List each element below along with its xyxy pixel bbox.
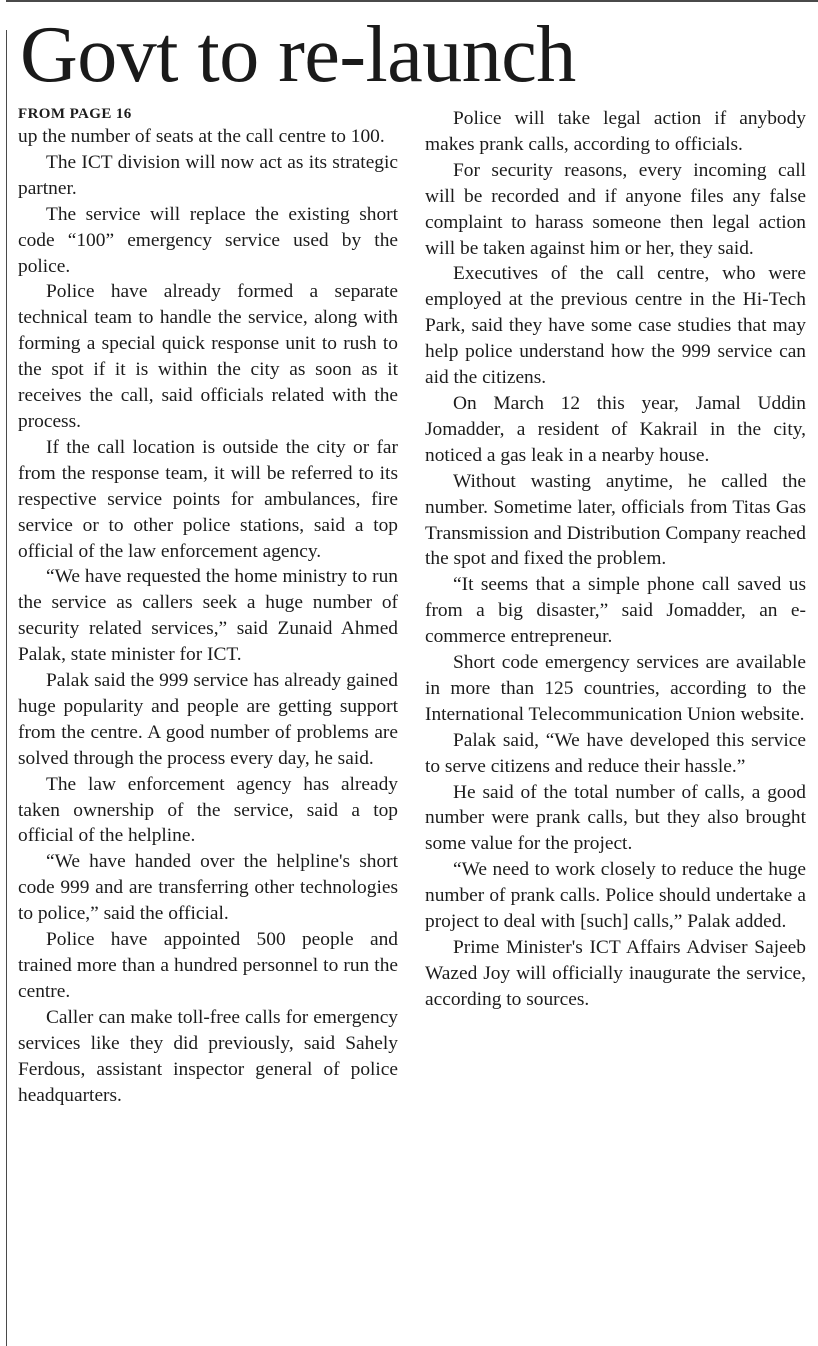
- paragraph: “It seems that a simple phone call saved us from a big disaster,” said Jomadder, an e-commerce entrepreneur.: [425, 574, 806, 648]
- paragraph: The service will replace the existing short code “100” emergency service used by the police.: [18, 203, 398, 277]
- paragraph: Short code emergency services are available in more than 125 countries, according to the International Telecommunication Union website.: [425, 652, 806, 725]
- paragraph: He said of the total number of calls, a good number were prank calls, but they also brought some value for the project.: [425, 781, 806, 855]
- paragraph: Executives of the call centre, who were employed at the previous centre in the Hi-Tech Park, said they have some case studies that may help police understand how the 999 service can aid the citizens.: [425, 263, 806, 389]
- article-column-right: [425, 106, 806, 1013]
- paragraph: Prime Minister's ICT Affairs Adviser Sajeeb Wazed Joy will officially inaugurate the service, according to sources.: [425, 937, 806, 1010]
- paragraph: Palak said the 999 service has already gained huge popularity and people are getting support from the centre. A good number of problems are solved through the process every day, he said.: [18, 670, 398, 769]
- paragraph: “We need to work closely to reduce the huge number of prank calls. Police should undertake a project to deal with [such] calls,” Palak added.: [425, 859, 806, 933]
- paragraph: If the call location is outside the city or far from the response team, it will be referred to its respective service points for ambulances, fire service or to other police stations, said a top official of the law enforcement agency.: [18, 436, 398, 562]
- paragraph: On March 12 this year, Jamal Uddin Jomadder, a resident of Kakrail in the city, noticed a gas leak in a nearby house.: [425, 392, 806, 466]
- paragraph: up the number of seats at the call centre to 100.: [18, 126, 385, 147]
- article-column-left: [18, 104, 398, 1108]
- top-rule: [6, 0, 818, 2]
- paragraph: The law enforcement agency has already taken ownership of the service, said a top official of the helpline.: [18, 773, 398, 847]
- paragraph: The ICT division will now act as its strategic partner.: [18, 151, 398, 199]
- paragraph: “We have handed over the helpline's short code 999 and are transferring other technologies to police,” said the official.: [18, 851, 398, 925]
- paragraph: For security reasons, every incoming call will be recorded and if anyone files any false complaint to harass someone then legal action will be taken against him or her, they said.: [425, 159, 806, 259]
- left-column-rule: [6, 30, 7, 1346]
- headline: Govt to re-launch: [20, 11, 576, 99]
- paragraph: Police have already formed a separate technical team to handle the service, along with forming a special quick response unit to rush to the spot if it is within the city as soon as it receives the call, said officials related with the process.: [18, 281, 398, 432]
- paragraph: “We have requested the home ministry to run the service as callers seek a huge number of security related services,” said Zunaid Ahmed Palak, state minister for ICT.: [18, 566, 398, 666]
- jump-kicker: FROM PAGE 16: [18, 106, 132, 122]
- paragraph: Palak said, “We have developed this service to serve citizens and reduce their hassle.”: [425, 729, 806, 777]
- paragraph: Police have appointed 500 people and trained more than a hundred personnel to run the centre.: [18, 929, 398, 1002]
- paragraph: Police will take legal action if anybody makes prank calls, according to officials.: [425, 108, 806, 155]
- paragraph: Without wasting anytime, he called the number. Sometime later, officials from Titas Gas Transmission and Distribution Company reached the spot and fixed the problem.: [425, 470, 806, 570]
- paragraph: Caller can make toll-free calls for emergency services like they did previously, said Sahely Ferdous, assistant inspector general of police headquarters.: [18, 1006, 398, 1106]
